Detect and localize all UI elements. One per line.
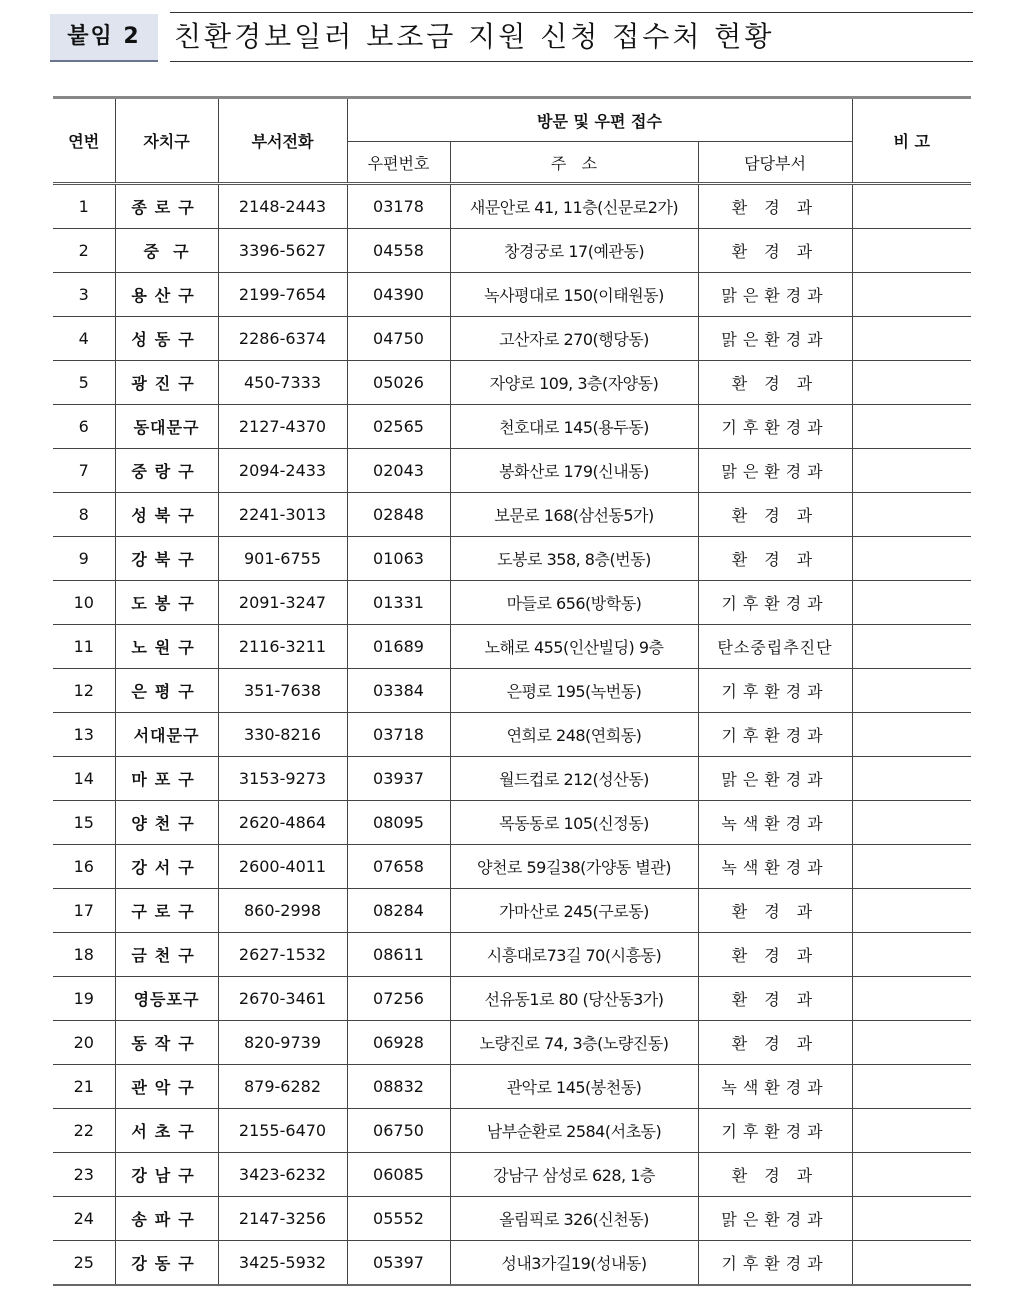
column-header-postal: 우편번호: [347, 142, 450, 184]
cell-note: [852, 1197, 971, 1241]
cell-address: 올림픽로 326(신천동): [450, 1197, 698, 1241]
cell-postal: 08095: [347, 801, 450, 845]
document-header: [50, 12, 973, 62]
cell-district: 강남구: [115, 1153, 218, 1197]
cell-no: 8: [53, 493, 115, 537]
cell-phone: 820-9739: [218, 1021, 347, 1065]
cell-phone: 330-8216: [218, 713, 347, 757]
table-row: [53, 757, 971, 801]
cell-address: 자양로 109, 3층(자양동): [450, 361, 698, 405]
cell-postal: 05026: [347, 361, 450, 405]
cell-postal: 03178: [347, 184, 450, 229]
cell-note: [852, 713, 971, 757]
cell-no: 22: [53, 1109, 115, 1153]
cell-address: 월드컵로 212(성산동): [450, 757, 698, 801]
column-header-note: 비 고: [852, 98, 971, 184]
cell-address: 새문안로 41, 11층(신문로2가): [450, 184, 698, 229]
cell-district: 용산구: [115, 273, 218, 317]
cell-district: 금천구: [115, 933, 218, 977]
cell-address: 남부순환로 2584(서초동): [450, 1109, 698, 1153]
cell-address: 노량진로 74, 3층(노량진동): [450, 1021, 698, 1065]
cell-address: 관악로 145(봉천동): [450, 1065, 698, 1109]
cell-note: [852, 625, 971, 669]
cell-address: 도봉로 358, 8층(번동): [450, 537, 698, 581]
cell-district: 양천구: [115, 801, 218, 845]
cell-phone: 2147-3256: [218, 1197, 347, 1241]
cell-phone: 2627-1532: [218, 933, 347, 977]
cell-address: 녹사평대로 150(이태원동): [450, 273, 698, 317]
cell-no: 2: [53, 229, 115, 273]
cell-dept: 기후환경과: [698, 581, 852, 625]
column-header-group: 방문 및 우편 접수: [347, 98, 852, 142]
cell-note: [852, 757, 971, 801]
table-row: [53, 1109, 971, 1153]
cell-no: 4: [53, 317, 115, 361]
cell-phone: 2199-7654: [218, 273, 347, 317]
cell-postal: 08284: [347, 889, 450, 933]
cell-phone: 2127-4370: [218, 405, 347, 449]
table-row: [53, 581, 971, 625]
cell-dept: 맑은환경과: [698, 317, 852, 361]
cell-no: 6: [53, 405, 115, 449]
table-row: [53, 1153, 971, 1197]
cell-postal: 03937: [347, 757, 450, 801]
cell-district: 강서구: [115, 845, 218, 889]
cell-address: 창경궁로 17(예관동): [450, 229, 698, 273]
cell-address: 봉화산로 179(신내동): [450, 449, 698, 493]
page-title: 친환경보일러 보조금 지원 신청 접수처 현황: [170, 12, 973, 62]
cell-dept: 녹색환경과: [698, 1065, 852, 1109]
cell-note: [852, 317, 971, 361]
cell-note: [852, 889, 971, 933]
cell-district: 서대문구: [115, 713, 218, 757]
cell-no: 24: [53, 1197, 115, 1241]
table-row: [53, 845, 971, 889]
cell-district: 도봉구: [115, 581, 218, 625]
cell-note: [852, 581, 971, 625]
attachment-badge: 붙임 2: [50, 14, 158, 62]
cell-no: 19: [53, 977, 115, 1021]
cell-note: [852, 405, 971, 449]
cell-no: 7: [53, 449, 115, 493]
column-header-district: 자치구: [115, 98, 218, 184]
cell-address: 목동동로 105(신정동): [450, 801, 698, 845]
cell-note: [852, 1109, 971, 1153]
column-header-phone: 부서전화: [218, 98, 347, 184]
cell-no: 10: [53, 581, 115, 625]
cell-postal: 06085: [347, 1153, 450, 1197]
cell-district: 송파구: [115, 1197, 218, 1241]
cell-district: 관악구: [115, 1065, 218, 1109]
cell-postal: 08832: [347, 1065, 450, 1109]
cell-dept: 환 경 과: [698, 933, 852, 977]
cell-note: [852, 493, 971, 537]
cell-postal: 05397: [347, 1241, 450, 1286]
cell-phone: 2241-3013: [218, 493, 347, 537]
cell-district: 구로구: [115, 889, 218, 933]
cell-phone: 3423-6232: [218, 1153, 347, 1197]
cell-note: [852, 1065, 971, 1109]
cell-no: 5: [53, 361, 115, 405]
cell-phone: 879-6282: [218, 1065, 347, 1109]
table-row: [53, 184, 971, 229]
table-row: [53, 449, 971, 493]
cell-note: [852, 669, 971, 713]
table-row: [53, 713, 971, 757]
cell-district: 성동구: [115, 317, 218, 361]
cell-district: 노원구: [115, 625, 218, 669]
cell-note: [852, 977, 971, 1021]
cell-note: [852, 537, 971, 581]
cell-postal: 07658: [347, 845, 450, 889]
cell-phone: 3396-5627: [218, 229, 347, 273]
cell-dept: 기후환경과: [698, 405, 852, 449]
cell-dept: 환 경 과: [698, 229, 852, 273]
cell-address: 고산자로 270(행당동): [450, 317, 698, 361]
table-row: [53, 361, 971, 405]
cell-address: 은평로 195(녹번동): [450, 669, 698, 713]
cell-no: 16: [53, 845, 115, 889]
cell-dept: 환 경 과: [698, 184, 852, 229]
cell-district: 성북구: [115, 493, 218, 537]
cell-postal: 05552: [347, 1197, 450, 1241]
column-header-address: 주 소: [450, 142, 698, 184]
cell-note: [852, 845, 971, 889]
cell-no: 15: [53, 801, 115, 845]
cell-address: 가마산로 245(구로동): [450, 889, 698, 933]
cell-note: [852, 1153, 971, 1197]
table-row: [53, 493, 971, 537]
cell-phone: 2670-3461: [218, 977, 347, 1021]
cell-no: 20: [53, 1021, 115, 1065]
cell-no: 23: [53, 1153, 115, 1197]
cell-dept: 환 경 과: [698, 1153, 852, 1197]
cell-dept: 맑은환경과: [698, 1197, 852, 1241]
cell-district: 중랑구: [115, 449, 218, 493]
cell-no: 25: [53, 1241, 115, 1286]
cell-postal: 01063: [347, 537, 450, 581]
cell-phone: 450-7333: [218, 361, 347, 405]
cell-no: 13: [53, 713, 115, 757]
column-header-no: 연번: [53, 98, 115, 184]
cell-dept: 환 경 과: [698, 493, 852, 537]
table-row: [53, 801, 971, 845]
cell-postal: 04390: [347, 273, 450, 317]
cell-district: 마포구: [115, 757, 218, 801]
table-row: [53, 977, 971, 1021]
cell-postal: 02043: [347, 449, 450, 493]
cell-dept: 맑은환경과: [698, 757, 852, 801]
cell-district: 동대문구: [115, 405, 218, 449]
cell-dept: 맑은환경과: [698, 273, 852, 317]
cell-district: 광진구: [115, 361, 218, 405]
cell-address: 양천로 59길38(가양동 별관): [450, 845, 698, 889]
cell-phone: 2600-4011: [218, 845, 347, 889]
cell-dept: 녹색환경과: [698, 801, 852, 845]
cell-phone: 901-6755: [218, 537, 347, 581]
cell-no: 1: [53, 184, 115, 229]
cell-address: 마들로 656(방학동): [450, 581, 698, 625]
cell-no: 9: [53, 537, 115, 581]
cell-phone: 2286-6374: [218, 317, 347, 361]
cell-district: 영등포구: [115, 977, 218, 1021]
cell-phone: 351-7638: [218, 669, 347, 713]
table-row: [53, 317, 971, 361]
cell-postal: 03718: [347, 713, 450, 757]
cell-postal: 02565: [347, 405, 450, 449]
cell-note: [852, 229, 971, 273]
cell-phone: 2155-6470: [218, 1109, 347, 1153]
cell-note: [852, 1241, 971, 1286]
table-row: [53, 625, 971, 669]
cell-address: 선유동1로 80 (당산동3가): [450, 977, 698, 1021]
cell-address: 천호대로 145(용두동): [450, 405, 698, 449]
cell-postal: 06928: [347, 1021, 450, 1065]
cell-address: 보문로 168(삼선동5가): [450, 493, 698, 537]
cell-district: 중 구: [115, 229, 218, 273]
cell-address: 강남구 삼성로 628, 1층: [450, 1153, 698, 1197]
table-row: [53, 537, 971, 581]
cell-dept: 기후환경과: [698, 1241, 852, 1286]
cell-dept: 환 경 과: [698, 537, 852, 581]
cell-phone: 3153-9273: [218, 757, 347, 801]
cell-phone: 2116-3211: [218, 625, 347, 669]
cell-no: 3: [53, 273, 115, 317]
cell-note: [852, 184, 971, 229]
table-row: [53, 1065, 971, 1109]
cell-address: 시흥대로73길 70(시흥동): [450, 933, 698, 977]
cell-postal: 03384: [347, 669, 450, 713]
cell-dept: 환 경 과: [698, 1021, 852, 1065]
cell-dept: 환 경 과: [698, 889, 852, 933]
table-row: [53, 273, 971, 317]
cell-note: [852, 801, 971, 845]
cell-no: 12: [53, 669, 115, 713]
cell-no: 21: [53, 1065, 115, 1109]
cell-phone: 860-2998: [218, 889, 347, 933]
table-row: [53, 229, 971, 273]
cell-district: 강동구: [115, 1241, 218, 1286]
cell-district: 서초구: [115, 1109, 218, 1153]
cell-dept: 기후환경과: [698, 713, 852, 757]
table-row: [53, 889, 971, 933]
cell-address: 연희로 248(연희동): [450, 713, 698, 757]
table-row: [53, 1197, 971, 1241]
cell-no: 17: [53, 889, 115, 933]
cell-dept: 환 경 과: [698, 361, 852, 405]
cell-postal: 04558: [347, 229, 450, 273]
cell-postal: 06750: [347, 1109, 450, 1153]
cell-note: [852, 361, 971, 405]
table-row: [53, 669, 971, 713]
cell-postal: 01689: [347, 625, 450, 669]
cell-no: 14: [53, 757, 115, 801]
cell-dept: 녹색환경과: [698, 845, 852, 889]
reception-table: [53, 96, 971, 1286]
cell-postal: 02848: [347, 493, 450, 537]
cell-postal: 08611: [347, 933, 450, 977]
cell-postal: 04750: [347, 317, 450, 361]
cell-no: 18: [53, 933, 115, 977]
cell-district: 종로구: [115, 184, 218, 229]
cell-phone: 2620-4864: [218, 801, 347, 845]
cell-phone: 2148-2443: [218, 184, 347, 229]
table-row: [53, 405, 971, 449]
cell-note: [852, 933, 971, 977]
cell-dept: 탄소중립추진단: [698, 625, 852, 669]
column-header-dept: 담당부서: [698, 142, 852, 184]
table-row: [53, 1241, 971, 1286]
cell-note: [852, 273, 971, 317]
cell-phone: 2091-3247: [218, 581, 347, 625]
cell-dept: 기후환경과: [698, 1109, 852, 1153]
cell-district: 은평구: [115, 669, 218, 713]
table-row: [53, 1021, 971, 1065]
cell-address: 노해로 455(인산빌딩) 9층: [450, 625, 698, 669]
cell-phone: 2094-2433: [218, 449, 347, 493]
cell-dept: 기후환경과: [698, 669, 852, 713]
cell-address: 성내3가길19(성내동): [450, 1241, 698, 1286]
cell-district: 동작구: [115, 1021, 218, 1065]
cell-note: [852, 449, 971, 493]
cell-district: 강북구: [115, 537, 218, 581]
cell-dept: 맑은환경과: [698, 449, 852, 493]
cell-postal: 01331: [347, 581, 450, 625]
cell-phone: 3425-5932: [218, 1241, 347, 1286]
cell-no: 11: [53, 625, 115, 669]
cell-dept: 환 경 과: [698, 977, 852, 1021]
cell-note: [852, 1021, 971, 1065]
cell-postal: 07256: [347, 977, 450, 1021]
table-row: [53, 933, 971, 977]
